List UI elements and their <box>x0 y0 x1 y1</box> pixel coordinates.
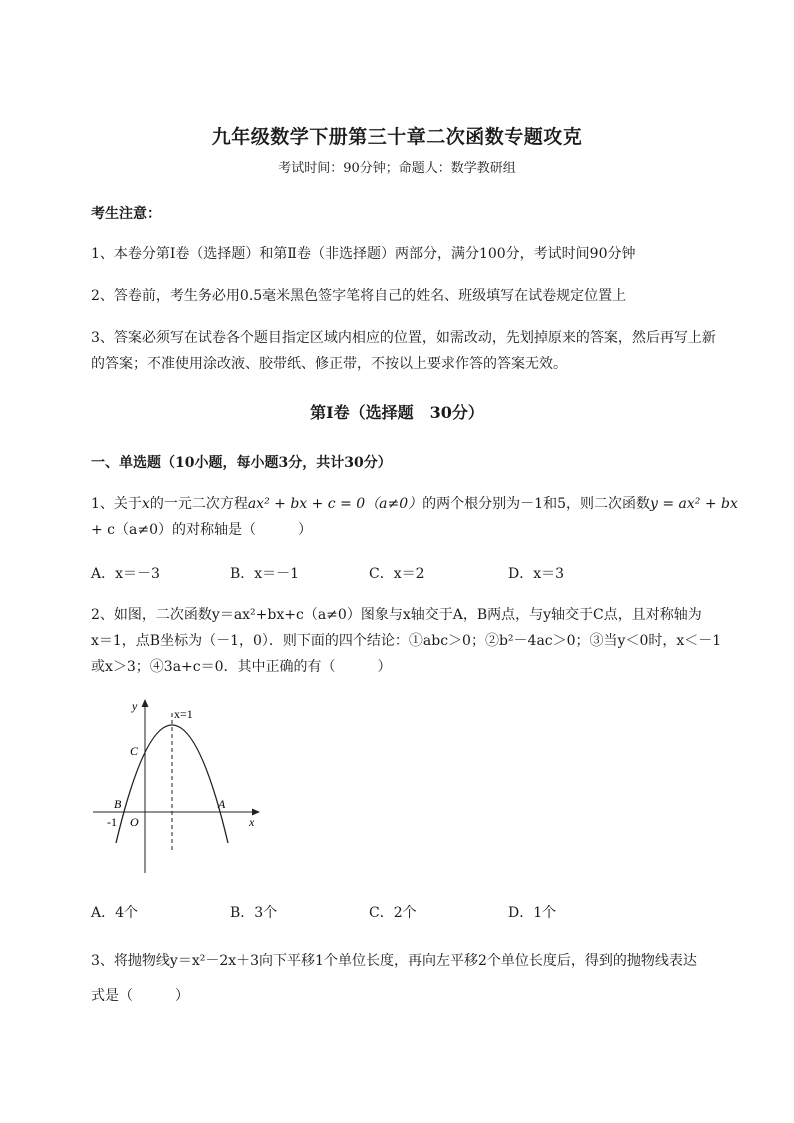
notice-item-1: 1、本卷分第I卷（选择题）和第Ⅱ卷（非选择题）两部分，满分100分，考试时间90分钟 <box>91 246 636 262</box>
q2-option-d[interactable]: D．1个 <box>508 905 557 921</box>
q1-option-d[interactable]: D．x＝3 <box>508 566 565 582</box>
point-a-label: A <box>218 797 226 811</box>
parabola-graph <box>90 695 270 875</box>
q2-line1: 2、如图，二次函数y＝ax²+bx+c（a≠0）图象与x轴交于A，B两点，与y轴交于C点，且对称轴为 <box>91 607 702 623</box>
q1-function: y = ax² + bx <box>650 496 738 512</box>
notice-item-3-cont: 的答案；不准使用涂改液、胶带纸、修正带，不按以上要求作答的答案无效。 <box>91 356 567 372</box>
q1-line1 <box>91 493 738 513</box>
q1-equation: ax² + bx + c = 0（a≠0） <box>247 496 423 512</box>
q1-var: x <box>141 496 150 512</box>
notice-item-3: 3、答案必须写在试卷各个题目指定区域内相应的位置，如需改动，先划掉原来的答案，然后再写上新 <box>91 330 716 346</box>
section-title: 第I卷（选择题 30分） <box>310 403 484 422</box>
point-b-label: B <box>114 797 122 811</box>
q1-text-a: 1、关于 <box>91 496 142 512</box>
symmetry-label: x=1 <box>174 707 193 721</box>
notice-heading: 考生注意： <box>91 206 161 222</box>
q2-option-a[interactable]: A．4个 <box>91 905 139 921</box>
q1-text-b: 的一元二次方程 <box>149 496 248 512</box>
q1-line2: + c（a≠0）的对称轴是（ ） <box>91 522 313 538</box>
point-c-label: C <box>130 744 139 758</box>
q2-option-b[interactable]: B．3个 <box>230 905 278 921</box>
page-title: 九年级数学下册第三十章二次函数专题攻克 <box>211 126 583 148</box>
y-axis-arrow <box>142 699 149 707</box>
q2-line2: x＝1，点B坐标为（－1，0）．则下面的四个结论：①abc＞0；②b²－4ac＞0；③当y＜0时，x＜－1 <box>91 633 722 649</box>
x-axis-label: x <box>249 815 255 829</box>
q2-option-c[interactable]: C．2个 <box>369 905 417 921</box>
q3-line2: 式是（ ） <box>91 988 189 1004</box>
origin-label: O <box>130 815 139 829</box>
y-axis-label: y <box>132 699 138 713</box>
neg-one-label: -1 <box>107 815 117 829</box>
q1-option-c[interactable]: C．x＝2 <box>369 566 425 582</box>
q1-option-b[interactable]: B．x＝－1 <box>230 566 300 582</box>
part-heading: 一、单选题（10小题，每小题3分，共计30分） <box>91 455 392 471</box>
q1-text-c: 的两个根分别为－1和5，则二次函数 <box>422 496 650 512</box>
q1-option-a[interactable]: A．x＝－3 <box>91 566 160 582</box>
q3-line1: 3、将抛物线y＝x²－2x＋3向下平移1个单位长度，再向左平移2个单位长度后，得到的抛物线表达 <box>91 953 697 969</box>
exam-info: 考试时间：90分钟；命题人：数学教研组 <box>278 161 516 176</box>
q2-line3: 或x＞3；④3a+c＝0．其中正确的有（ ） <box>91 659 392 675</box>
notice-item-2: 2、答卷前，考生务必用0.5毫米黑色签字笔将自己的姓名、班级填写在试卷规定位置上 <box>91 288 627 304</box>
